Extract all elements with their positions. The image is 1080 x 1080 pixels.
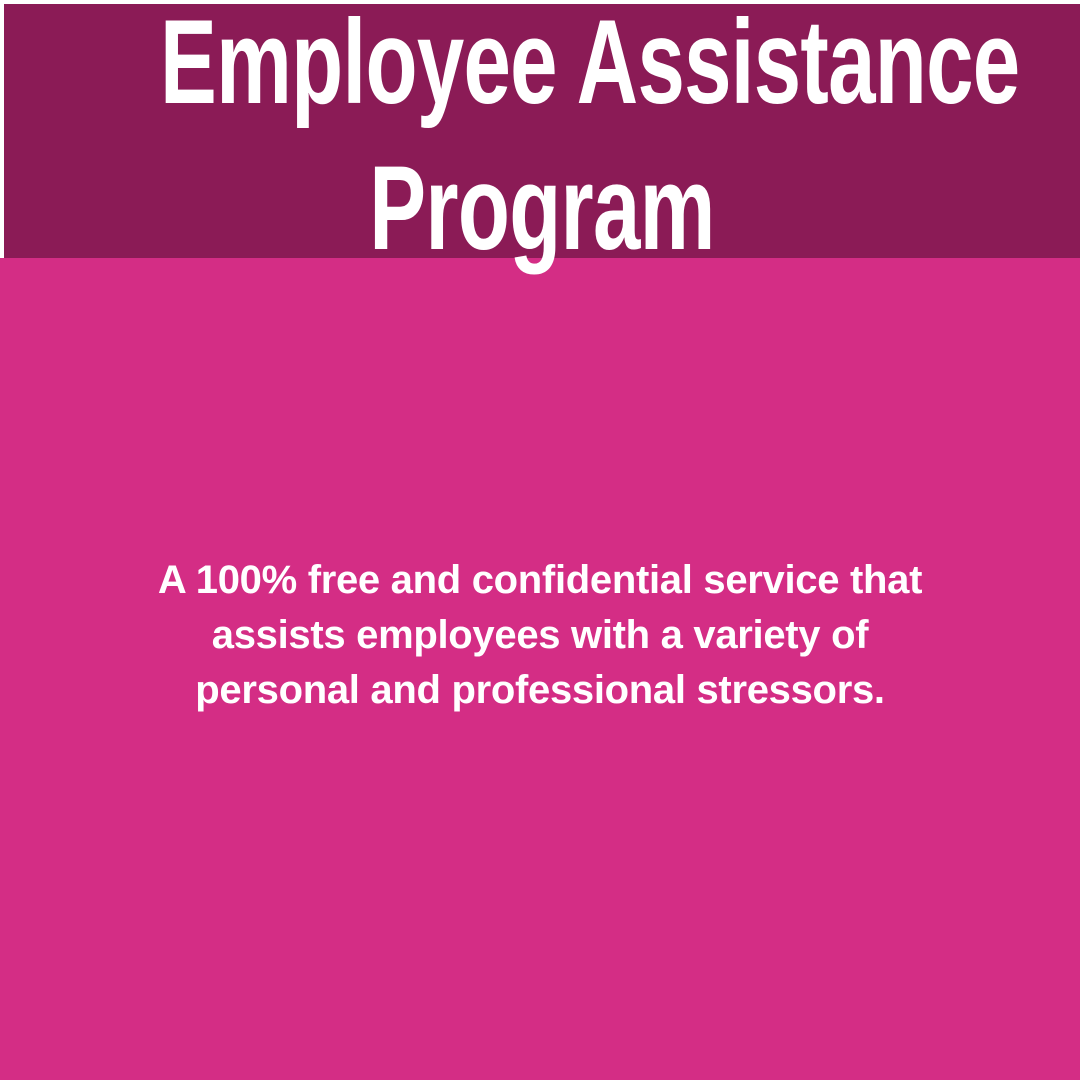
description-line-1: A 100% free and confidential service that: [157, 558, 923, 602]
description-line-2: assists employees with a variety of: [211, 613, 869, 657]
poster-description: [0, 553, 1080, 718]
body-band: [0, 258, 1080, 1080]
description-line-3: personal and professional stressors.: [195, 668, 885, 712]
poster-title: [4, 0, 1080, 281]
title-line-1: Employee Assistance: [160, 0, 1020, 129]
header-band: [4, 0, 1080, 275]
title-line-2: Program: [369, 141, 715, 275]
